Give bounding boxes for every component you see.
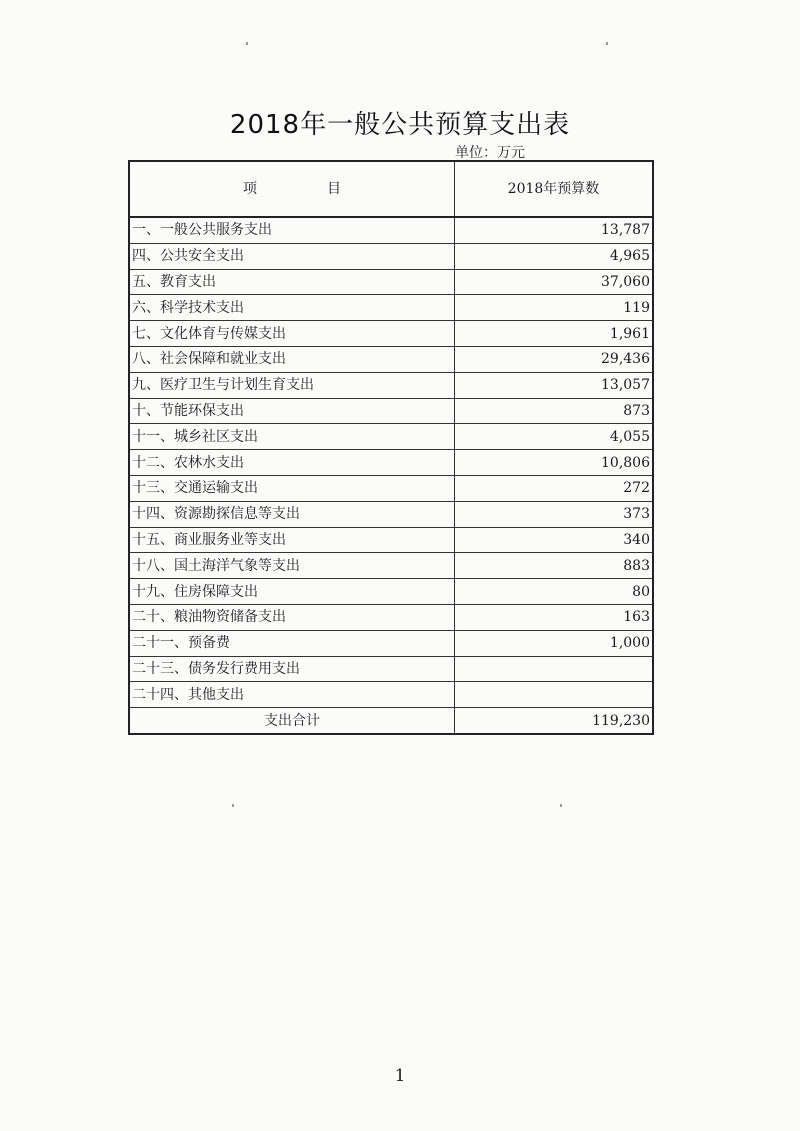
- header-value: 2018年预算数: [455, 161, 654, 217]
- total-value: 119,230: [455, 708, 654, 734]
- row-value: [455, 682, 654, 708]
- row-name: 一、一般公共服务支出: [129, 217, 455, 243]
- row-name: 十二、农林水支出: [129, 450, 455, 476]
- row-value: 873: [455, 398, 654, 424]
- table-row: [129, 579, 653, 605]
- row-name: 六、科学技术支出: [129, 295, 455, 321]
- row-name: 十五、商业服务业等支出: [129, 527, 455, 553]
- table-row: [129, 217, 653, 243]
- row-name: 十八、国土海洋气象等支出: [129, 553, 455, 579]
- row-name: 二十、粮油物资储备支出: [129, 604, 455, 630]
- row-name: 十九、住房保障支出: [129, 579, 455, 605]
- table-row: [129, 424, 653, 450]
- row-name: 十三、交通运输支出: [129, 475, 455, 501]
- table-row: [129, 501, 653, 527]
- table-row: [129, 527, 653, 553]
- row-value: 80: [455, 579, 654, 605]
- row-value: 119: [455, 295, 654, 321]
- row-value: 4,055: [455, 424, 654, 450]
- row-name: 十四、资源勘探信息等支出: [129, 501, 455, 527]
- row-value: 13,787: [455, 217, 654, 243]
- table-row: [129, 243, 653, 269]
- budget-table: [128, 160, 654, 735]
- scan-speck: [606, 42, 608, 45]
- header-item: [129, 161, 455, 217]
- row-value: 10,806: [455, 450, 654, 476]
- table-row: [129, 656, 653, 682]
- row-value: 29,436: [455, 346, 654, 372]
- table-row: [129, 553, 653, 579]
- page-number: 1: [394, 1066, 406, 1086]
- page-title: 2018年一般公共预算支出表: [229, 110, 571, 140]
- row-value: 1,961: [455, 321, 654, 347]
- row-name: 七、文化体育与传媒支出: [129, 321, 455, 347]
- table-row: [129, 630, 653, 656]
- table-row: [129, 269, 653, 295]
- table-header-row: [129, 161, 653, 217]
- scan-speck: [560, 804, 562, 807]
- unit-label: 单位：万元: [455, 145, 525, 161]
- row-value: 13,057: [455, 372, 654, 398]
- scan-speck: [232, 804, 234, 807]
- row-name: 二十四、其他支出: [129, 682, 455, 708]
- row-value: 37,060: [455, 269, 654, 295]
- row-name: 二十一、预备费: [129, 630, 455, 656]
- row-value: 4,965: [455, 243, 654, 269]
- row-value: 1,000: [455, 630, 654, 656]
- row-value: [455, 656, 654, 682]
- scan-speck: [246, 42, 248, 45]
- row-value: 340: [455, 527, 654, 553]
- row-value: 883: [455, 553, 654, 579]
- row-value: 163: [455, 604, 654, 630]
- row-name: 九、医疗卫生与计划生育支出: [129, 372, 455, 398]
- row-name: 十、节能环保支出: [129, 398, 455, 424]
- row-name: 五、教育支出: [129, 269, 455, 295]
- table-row: [129, 372, 653, 398]
- header-item-b: 目: [327, 181, 341, 197]
- total-row: [129, 708, 653, 734]
- table-row: [129, 346, 653, 372]
- row-name: 十一、城乡社区支出: [129, 424, 455, 450]
- total-name: 支出合计: [129, 708, 455, 734]
- row-name: 二十三、债务发行费用支出: [129, 656, 455, 682]
- row-name: 四、公共安全支出: [129, 243, 455, 269]
- table-row: [129, 321, 653, 347]
- table-row: [129, 682, 653, 708]
- header-item-a: 项: [243, 181, 257, 197]
- row-value: 373: [455, 501, 654, 527]
- row-value: 272: [455, 475, 654, 501]
- table-row: [129, 450, 653, 476]
- table-row: [129, 604, 653, 630]
- table-row: [129, 295, 653, 321]
- table-row: [129, 475, 653, 501]
- row-name: 八、社会保障和就业支出: [129, 346, 455, 372]
- table-row: [129, 398, 653, 424]
